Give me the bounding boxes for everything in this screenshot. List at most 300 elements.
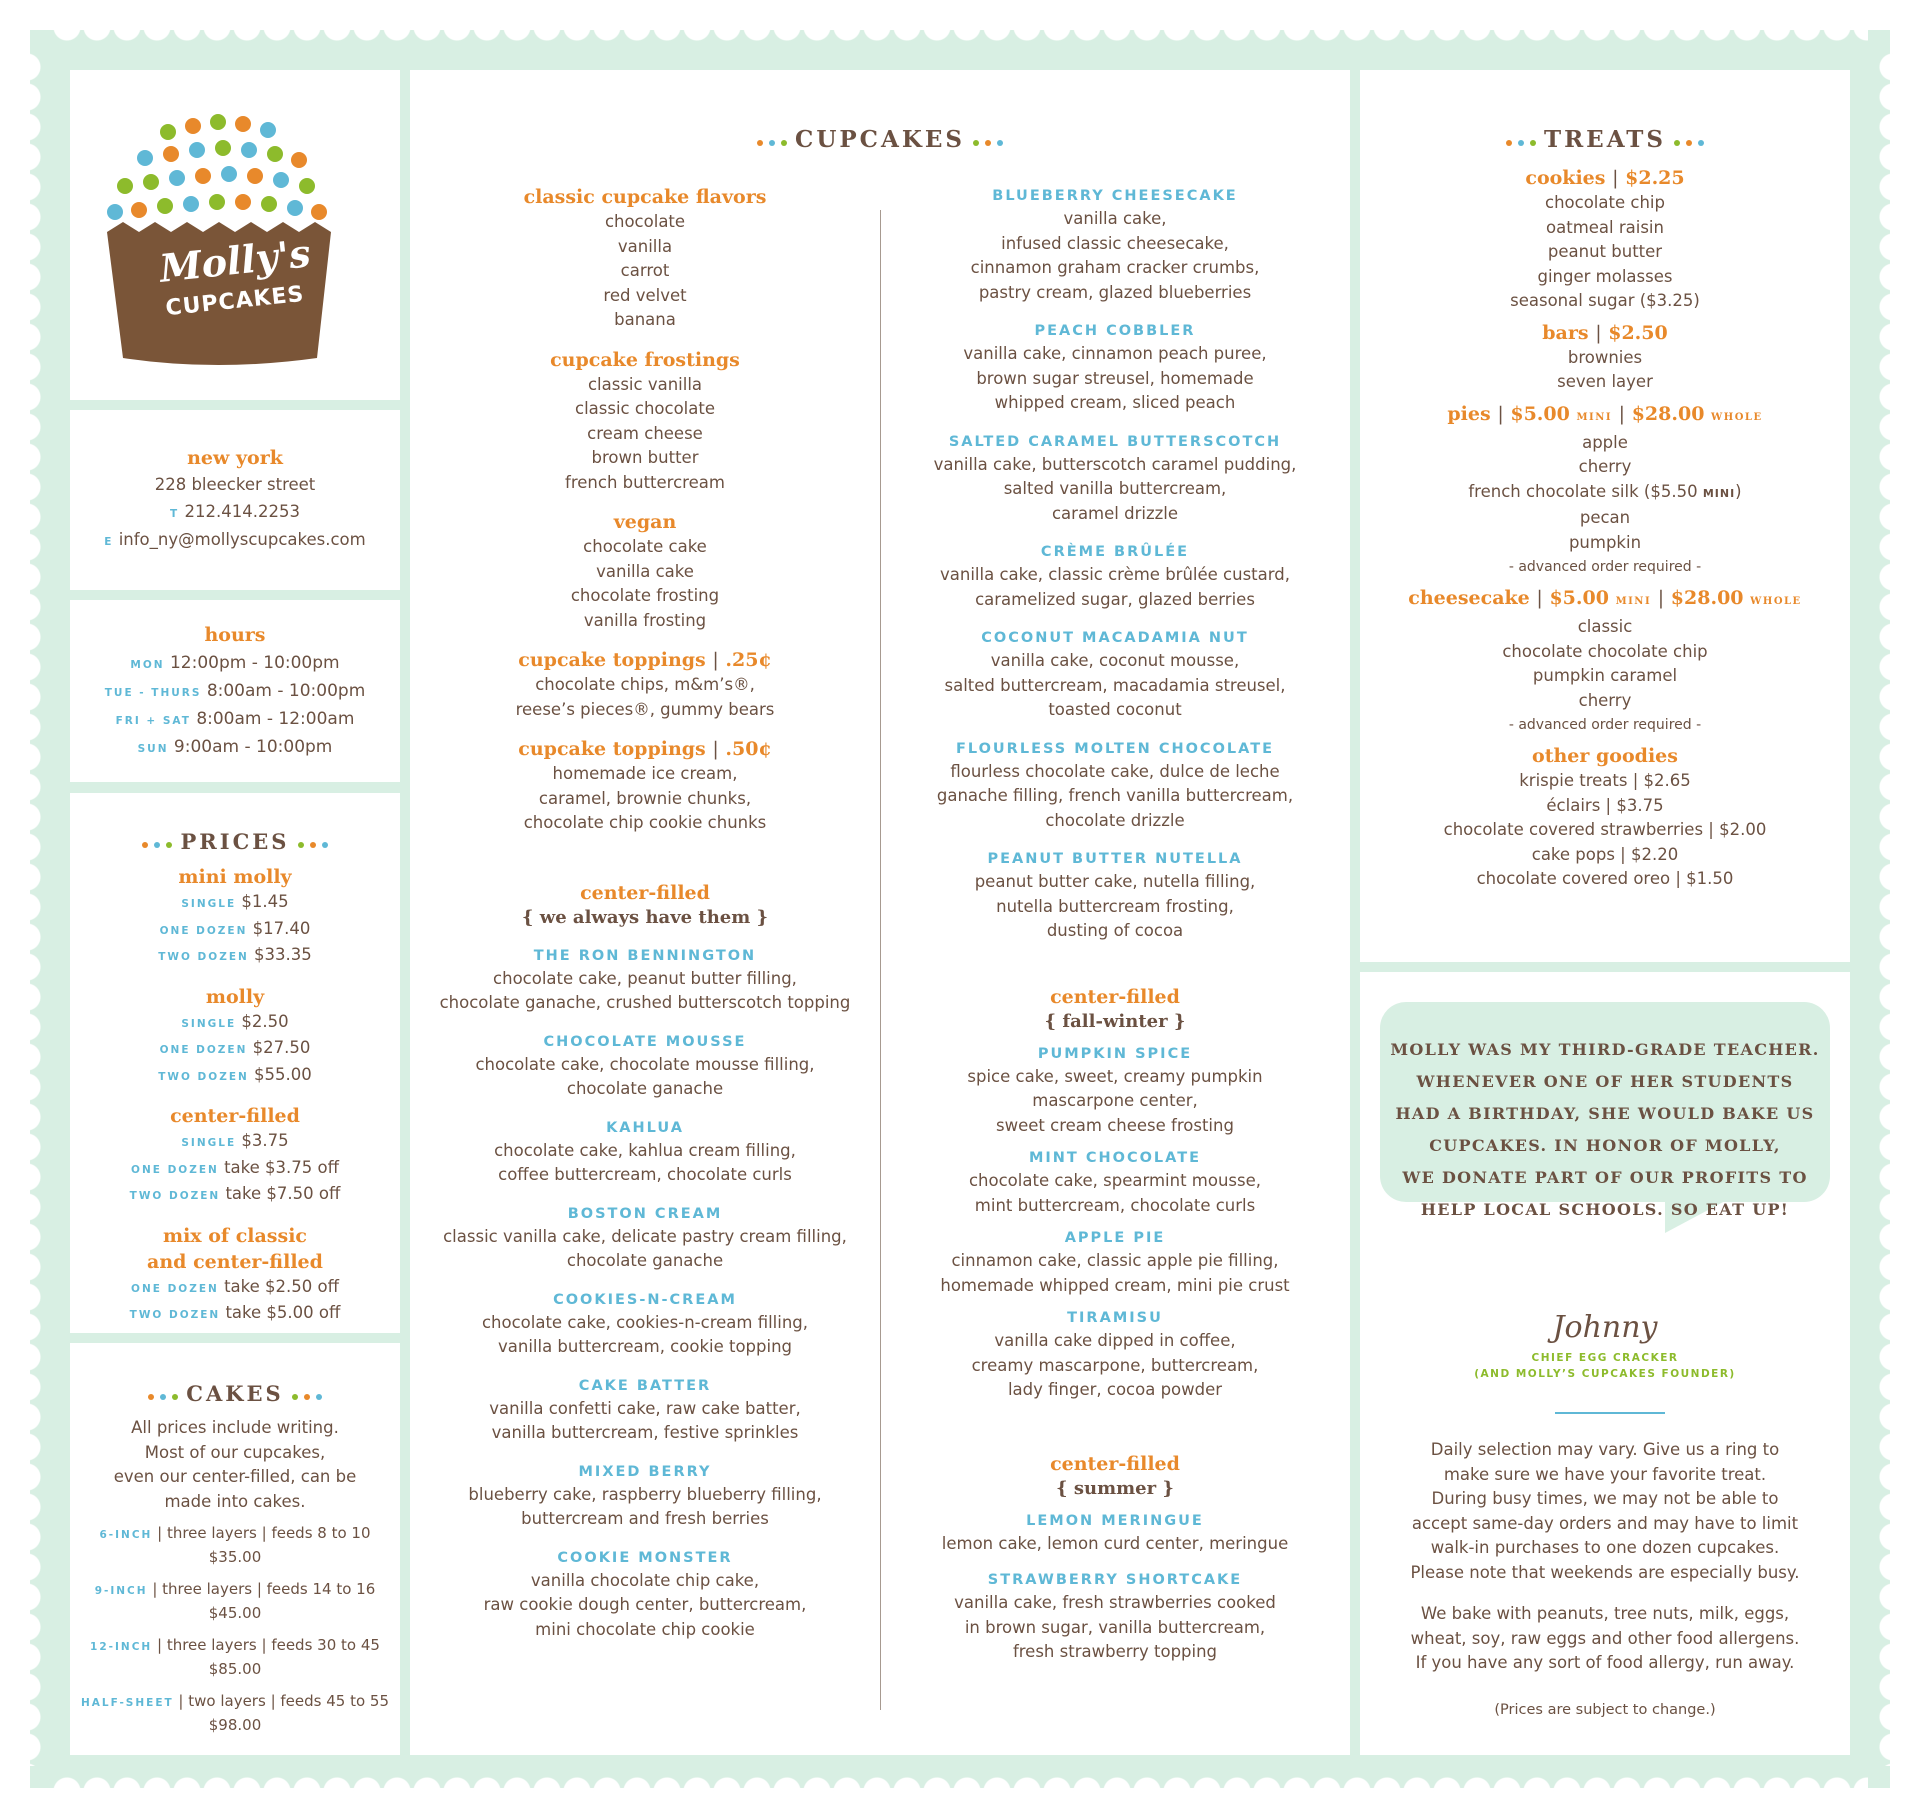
cheesecake-item: classic [1577,617,1633,636]
cupcake-item [880,849,1350,944]
cake-size-line: HALF-SHEET | two layers | feeds 45 to 55 [80,1692,390,1710]
price-row-label: ONE DOZEN [159,924,248,937]
hours-time: 8:00am - 10:00pm [206,681,366,701]
cookies-list [1360,191,1850,314]
cupcake-item-desc: vanilla cake, fresh strawberries cooked [954,1593,1276,1612]
scallop-bottom-border [52,1757,1868,1791]
cupcake-item-name: COOKIES-N-CREAM [553,1291,737,1308]
location-panel [70,410,400,590]
price-row-label: TWO DOZEN [129,1309,221,1321]
cupcakes-left-column [410,184,880,1658]
price-row-value: $2.50 [241,1011,289,1031]
cupcake-item-name: PEACH COBBLER [1034,323,1196,339]
price-row [70,1063,400,1090]
topping-item: chocolate chips, m&m’s®, [535,675,755,694]
cupcake-item-desc: vanilla buttercream, festive sprinkles [491,1423,799,1442]
cupcake-item-name: PEANUT BUTTER NUTELLA [987,851,1243,867]
other-goodies-title: other goodies [1532,745,1678,767]
classic-flavors-title: classic cupcake flavors [523,186,767,208]
other-goodie-item: krispie treats | $2.65 [1519,771,1691,790]
price-row-label: SINGLE [181,898,237,910]
info-line: If you have any sort of food allergy, run away. [1415,1653,1795,1672]
logo-text-cupcakes: CUPCAKES [164,281,306,322]
cupcake-item [410,1462,880,1532]
prices-panel [70,793,400,1333]
cookies-title: cookies | $2.25 [1525,167,1685,189]
topping-item: reese’s pieces®, gummy bears [515,699,775,719]
cupcake-item [880,1148,1350,1218]
topping-item: caramel, brownie chunks, [538,788,752,808]
cheesecake-item: chocolate chocolate chip [1502,641,1708,661]
cupcake-item-desc: chocolate cake, chocolate mousse filling, [475,1054,815,1074]
pie-item: pecan [1579,508,1631,527]
price-groups [70,864,400,1209]
cheesecake-item: pumpkin caramel [1532,666,1678,685]
price-row-label: SINGLE [181,1137,237,1149]
cake-size-line: 12-INCH | three layers | feeds 30 to 45 [90,1636,380,1654]
winter-title: center-filled [1050,985,1180,1008]
cupcake-item-name: TIRAMISU [1067,1310,1163,1326]
price-row-value: take $2.50 off [224,1276,339,1296]
cake-size-desc: three layers [166,1524,257,1542]
cupcake-item-desc: chocolate cake, kahlua cream filling, [494,1140,796,1160]
street-address: 228 bleecker street [154,475,316,494]
cake-size-feeds: feeds 8 to 10 [271,1524,371,1542]
logo-panel [70,70,400,400]
cupcake-item [880,542,1350,612]
cupcake-item-desc: chocolate cake, cookies-n-cream filling, [481,1312,809,1332]
cupcake-item-name: PUMPKIN SPICE [1037,1045,1193,1062]
cookie-item: seasonal sugar ($3.25) [1510,291,1700,310]
price-row-value: $17.40 [252,918,311,938]
always-subtitle: { we always have them } [521,906,769,928]
cupcake-item-desc: vanilla cake, cinnamon peach puree, [963,344,1267,363]
cupcakes-title: CUPCAKES [795,126,965,153]
cakes-intro-line: even our center-filled, can be [113,1467,357,1486]
cupcake-item-name: COCONUT MACADAMIA NUT [981,630,1249,646]
cupcake-item-name: MINT CHOCOLATE [1028,1150,1202,1166]
price-row-label: ONE DOZEN [159,1044,248,1056]
cupcake-item [880,628,1350,723]
classic-flavor: vanilla [617,236,673,256]
classic-flavor: carrot [620,261,670,280]
cupcake-item [410,1290,880,1360]
cheesecake-title: cheesecake | $5.00 MINI | $28.00 WHOLE [1408,587,1802,609]
cheesecake-advanced-note: - advanced order required - [1508,717,1702,733]
signature: Johnny [1552,1310,1658,1345]
cupcake-item [410,1118,880,1188]
cupcake-item-desc: raw cookie dough center, buttercream, [483,1595,807,1614]
price-group-name: molly [205,985,265,1008]
info-line: During busy times, we may not be able to [1431,1489,1779,1508]
city-name: new york [187,447,283,469]
cake-size-entry [70,1522,400,1568]
quote-line: WHENEVER ONE OF HER STUDENTS [1416,1072,1794,1091]
price-row [70,943,400,970]
bar-item: seven layer [1557,372,1653,391]
cupcake-item-desc: nutella buttercream frosting, [996,896,1234,916]
classic-flavor: red velvet [603,285,687,305]
price-row [70,1036,400,1063]
cupcakes-panel [410,70,1350,1755]
cupcake-item-name: STRAWBERRY SHORTCAKE [987,1572,1243,1588]
hours-row [70,678,400,706]
price-row-value: take $3.75 off [224,1157,339,1177]
cupcake-item-desc: caramelized sugar, glazed berries [975,589,1255,609]
cakes-panel [70,1343,400,1755]
cupcake-item-desc: mini chocolate chip cookie [535,1619,755,1639]
treats-heading [1360,126,1850,153]
cakes-intro-line: Most of our cupcakes, [144,1442,326,1462]
price-group [70,1103,400,1209]
cupcake-item-desc: sweet cream cheese frosting [996,1115,1234,1135]
cupcake-item-desc: lemon cake, lemon curd center, meringue [941,1533,1289,1553]
price-row-value: take $5.00 off [225,1303,341,1322]
cupcake-item-desc: chocolate cake, spearmint mousse, [968,1171,1261,1190]
vegan-item: vanilla cake [596,561,694,581]
prices-title: PRICES [180,829,290,854]
cupcake-item-desc: salted vanilla buttercream, [1003,479,1227,498]
cupcake-item-desc: vanilla confetti cake, raw cake batter, [489,1398,801,1418]
hours-row [70,650,400,678]
scallop-top-border [52,27,1868,61]
mix-title-1: mix of classic [162,1224,307,1247]
cookie-item: peanut butter [1547,242,1663,261]
cake-size-line: 6-INCH | three layers | feeds 8 to 10 [99,1524,371,1542]
quote-line: WE DONATE PART OF OUR PROFITS TO [1402,1168,1808,1187]
cake-size-line: 9-INCH | three layers | feeds 14 to 16 [94,1580,376,1598]
prices-heading [70,829,400,854]
price-row-value: $3.75 [241,1131,289,1150]
mix-rows [70,1275,400,1328]
cupcake-item-desc: vanilla cake, [1063,209,1167,228]
scallop-right-border [1859,52,1893,1766]
quote-line: HELP LOCAL SCHOOLS. SO EAT UP! [1420,1200,1790,1219]
pies-advanced-note: - advanced order required - [1508,559,1702,575]
founder-quote [1380,1034,1830,1226]
toppings-25-title: cupcake toppings | .25¢ [518,649,772,671]
signature-divider [1555,1412,1665,1414]
price-row-value: take $7.50 off [225,1184,341,1203]
cake-size-label: 9-INCH [94,1585,148,1597]
summer-items [880,1511,1350,1665]
cake-size-label: 6-INCH [99,1529,153,1541]
winter-items [880,1044,1350,1403]
cupcake-item-name: APPLE PIE [1064,1230,1166,1246]
hours-day: TUE - THURS [104,687,202,699]
price-row [70,890,400,917]
cupcake-item-name: CAKE BATTER [578,1377,712,1394]
frostings-title: cupcake frostings [550,348,740,371]
cupcake-item-name: LEMON MERINGUE [1026,1512,1204,1529]
pie-item: apple [1582,432,1628,452]
classic-flavor: banana [614,310,676,329]
cupcake-item-desc: infused classic cheesecake, [1001,233,1229,253]
cupcake-item-desc: caramel drizzle [1051,503,1179,523]
cupcake-item-desc: flourless chocolate cake, dulce de leche [950,761,1280,781]
cupcake-item-desc: buttercream and fresh berries [521,1509,769,1528]
hours-row [70,734,400,762]
toppings-25-list [410,673,880,722]
classic-flavors-list [410,210,880,333]
toppings-50-price: .50¢ [725,738,772,760]
cake-size-price: $98.00 [208,1716,262,1734]
cupcake-item [880,739,1350,834]
cupcake-item-desc: spice cake, sweet, creamy pumpkin [967,1066,1263,1086]
cupcake-item-desc: toasted coconut [1048,700,1182,719]
cake-size-desc: three layers [162,1580,253,1598]
cupcake-item-name: BLUEBERRY CHEESECAKE [992,188,1238,204]
hours-day: MON [130,659,165,671]
logo-text-mollys: Molly's [157,230,313,291]
price-row [70,1275,400,1302]
price-row-label: ONE DOZEN [131,1163,219,1176]
cake-size-feeds: feeds 14 to 16 [266,1580,376,1598]
phone-label: T [170,507,180,520]
cupcakes-heading [410,126,1350,153]
info-line: Daily selection may vary. Give us a ring to [1430,1440,1780,1459]
info-paragraph-1 [1360,1438,1850,1585]
cake-size-feeds: feeds 45 to 55 [280,1692,390,1710]
signature-subtitle: (AND MOLLY’S CUPCAKES FOUNDER) [1474,1368,1736,1380]
cupcake-item-desc: vanilla cake, coconut mousse, [990,651,1240,670]
cakes-intro [70,1416,400,1514]
price-group [70,984,400,1090]
cupcake-item-name: CRÈME BRÛLÉE [1040,544,1190,560]
cupcake-item-name: THE RON BENNINGTON [533,947,757,964]
topping-item: homemade ice cream, [552,764,738,783]
cupcake-item-desc: chocolate ganache [566,1079,724,1098]
cake-size-price: $35.00 [208,1548,262,1566]
email-label: E [104,536,114,548]
price-row-label: TWO DOZEN [158,951,249,963]
pies-silk: french chocolate silk ($5.50 MINI) [1468,481,1742,501]
cupcake-item-desc: vanilla chocolate chip cake, [530,1570,760,1590]
pie-item: pumpkin [1568,532,1642,552]
quote-line: MOLLY WAS MY THIRD-GRADE TEACHER. [1390,1040,1820,1059]
cupcake-item [410,1032,880,1102]
price-row-value: $55.00 [254,1064,312,1084]
cupcakes-right-column [880,186,1350,1679]
info-line: make sure we have your favorite treat. [1443,1464,1767,1484]
pies-more-list [1360,506,1850,555]
cupcake-item-desc: vanilla cake, classic crème brûlée custard, [940,565,1290,584]
cookies-price: $2.25 [1625,167,1685,189]
price-row-label: TWO DOZEN [158,1070,249,1083]
mix-title-2: and center-filled [147,1250,323,1273]
cakes-intro-line: made into cakes. [164,1491,306,1511]
cupcake-item-name: SALTED CARAMEL BUTTERSCOTCH [948,433,1282,450]
cupcake-item [410,1548,880,1643]
cupcake-item-desc: mascarpone center, [1032,1091,1198,1110]
frostings-list [410,373,880,496]
cupcake-item-desc: vanilla buttercream, cookie topping [497,1337,793,1356]
cupcake-item [880,1511,1350,1557]
cake-size-feeds: feeds 30 to 45 [271,1636,380,1654]
cupcake-item-desc: salted buttercream, macadamia streusel, [944,675,1286,695]
cupcake-item-desc: in brown sugar, vanilla buttercream, [964,1617,1266,1637]
cupcake-item-name: MIXED BERRY [578,1463,712,1480]
cupcake-item [880,321,1350,416]
price-row [70,1182,400,1209]
info-line: We bake with peanuts, tree nuts, milk, eggs, [1420,1604,1790,1623]
toppings-50-title: cupcake toppings | .50¢ [518,738,772,760]
price-row-label: SINGLE [181,1017,237,1030]
story-panel [1360,972,1850,1755]
cupcake-item-desc: whipped cream, sliced peach [994,393,1236,412]
vegan-item: vanilla frosting [583,610,707,630]
cake-size-label: 12-INCH [90,1641,153,1653]
frosting-item: classic chocolate [575,399,715,418]
cake-size-price: $85.00 [208,1660,262,1678]
other-goodie-item: chocolate covered oreo | $1.50 [1476,869,1734,888]
summer-subtitle: { summer } [1056,1477,1174,1499]
cupcake-item-name: BOSTON CREAM [567,1205,723,1222]
cake-size-price: $45.00 [208,1604,262,1622]
cake-size-label: HALF-SHEET [80,1697,174,1709]
hours-time: 8:00am - 12:00am [196,709,355,729]
treats-title: TREATS [1543,126,1667,153]
hours-day: SUN [137,743,169,755]
info-line: Please note that weekends are especially busy. [1410,1562,1800,1582]
cookie-item: ginger molasses [1537,266,1673,286]
cupcake-item-name: CHOCOLATE MOUSSE [543,1033,747,1050]
cupcake-item [880,1044,1350,1139]
frosting-item: cream cheese [587,423,703,443]
logo-wordmark [70,230,400,322]
frosting-item: classic vanilla [587,374,703,394]
price-row [70,1010,400,1037]
vegan-title: vegan [613,511,677,533]
cupcake-item-desc: cinnamon cake, classic apple pie filling, [951,1251,1279,1270]
bars-list [1360,346,1850,395]
cookie-item: chocolate chip [1545,193,1665,212]
topping-item: chocolate chip cookie chunks [523,813,767,832]
frosting-item: french buttercream [565,472,725,492]
cupcake-item-desc: brown sugar streusel, homemade [976,368,1254,388]
vegan-list [410,535,880,633]
price-group-name: mini molly [178,866,292,888]
info-paragraph-2 [1360,1602,1850,1676]
info-line: walk-in purchases to one dozen cupcakes. [1430,1538,1780,1557]
cupcake-item [880,186,1350,305]
pie-item: cherry [1578,457,1632,476]
summer-title: center-filled [1050,1452,1180,1475]
price-group-name: center-filled [170,1105,300,1127]
quote-line: HAD A BIRTHDAY, SHE WOULD BAKE US [1395,1104,1815,1123]
cupcake-item-desc: blueberry cake, raspberry blueberry filling, [468,1484,822,1504]
cupcake-item-desc: pastry cream, glazed blueberries [978,282,1252,302]
cupcake-item-desc: fresh strawberry topping [1012,1642,1218,1661]
toppings-25-price: .25¢ [725,649,772,671]
email-line [70,528,400,555]
hours-panel [70,600,400,782]
cupcake-item-name: COOKIE MONSTER [557,1549,733,1566]
price-group [70,864,400,970]
cakes-heading [70,1381,400,1406]
phone-number[interactable]: 212.414.2253 [184,501,300,521]
vegan-item: chocolate cake [583,537,707,556]
price-row-label: TWO DOZEN [129,1190,221,1202]
cupcake-item-name: KAHLUA [606,1119,684,1136]
pies-list [1360,431,1850,480]
cake-size-desc: three layers [166,1636,257,1654]
email-link[interactable]: info_ny@mollyscupcakes.com [118,530,366,549]
winter-subtitle: { fall-winter } [1044,1010,1186,1032]
hours-list [70,650,400,762]
bars-title: bars | $2.50 [1542,321,1668,344]
pies-title: pies | $5.00 MINI | $28.00 WHOLE [1447,402,1763,425]
price-row [70,917,400,944]
signature-items [880,186,1350,944]
toppings-50-list [410,762,880,836]
price-row [70,1156,400,1183]
vegan-item: chocolate frosting [570,586,720,605]
hours-day: FRI + SAT [115,715,191,727]
cupcake-item-desc: chocolate ganache, crushed butterscotch topping [439,993,851,1012]
price-row [70,1301,400,1328]
cupcake-item-desc: cinnamon graham cracker crumbs, [970,258,1260,277]
cheesecake-list [1360,615,1850,713]
hours-time: 12:00pm - 10:00pm [169,653,340,673]
cakes-title: CAKES [186,1381,284,1406]
always-items [410,946,880,1643]
cakes-sizes [70,1522,400,1736]
info-line: accept same-day orders and may have to limit [1411,1513,1799,1533]
cakes-intro-line: All prices include writing. [131,1418,339,1437]
cupcake-item-desc: vanilla cake dipped in coffee, [994,1331,1236,1350]
cupcake-item [410,1376,880,1446]
cake-size-entry [70,1690,400,1736]
cupcake-item [410,1204,880,1274]
other-goodies-list [1360,769,1850,892]
cupcake-item-desc: chocolate cake, peanut butter filling, [493,968,797,988]
cake-size-desc: two layers [188,1692,266,1710]
cupcake-item-desc: coffee buttercream, chocolate curls [498,1165,792,1184]
cupcake-item [880,1570,1350,1665]
cupcake-item-desc: vanilla cake, butterscotch caramel pudding, [933,454,1297,474]
price-row-value: $33.35 [254,945,312,964]
cupcake-item-desc: lady finger, cocoa powder [1007,1380,1223,1399]
bars-price: $2.50 [1608,321,1668,344]
hours-row [70,706,400,734]
scallop-left-border [27,52,61,1766]
cake-size-entry [70,1578,400,1624]
frosting-item: brown butter [591,448,699,467]
other-goodie-item: éclairs | $3.75 [1546,795,1664,815]
cupcake-item [880,1308,1350,1403]
cupcake-item-desc: homemade whipped cream, mini pie crust [940,1275,1290,1295]
cupcake-item-desc: dusting of cocoa [1046,921,1184,940]
classic-flavor: chocolate [604,212,686,231]
cupcake-item [410,946,880,1016]
price-row-value: $1.45 [241,892,289,911]
cupcake-item-desc: ganache filling, french vanilla buttercream, [936,786,1294,805]
cupcake-item-name: FLOURLESS MOLTEN CHOCOLATE [955,740,1275,757]
phone-line [70,500,400,527]
other-goodie-item: cake pops | $2.20 [1531,844,1679,864]
signature-title: CHIEF EGG CRACKER [1531,1352,1679,1364]
quote-line: CUPCAKES. IN HONOR OF MOLLY, [1429,1136,1781,1155]
cupcake-item-desc: peanut butter cake, nutella filling, [974,872,1256,891]
price-row-value: $27.50 [252,1038,311,1057]
cupcake-item-desc: creamy mascarpone, buttercream, [971,1355,1259,1375]
always-title: center-filled [580,881,710,904]
price-row-label: ONE DOZEN [131,1282,219,1295]
cupcake-item-desc: chocolate drizzle [1045,810,1185,830]
cheesecake-item: cherry [1578,690,1632,710]
cupcake-item-desc: classic vanilla cake, delicate pastry cream filling, [443,1226,847,1246]
